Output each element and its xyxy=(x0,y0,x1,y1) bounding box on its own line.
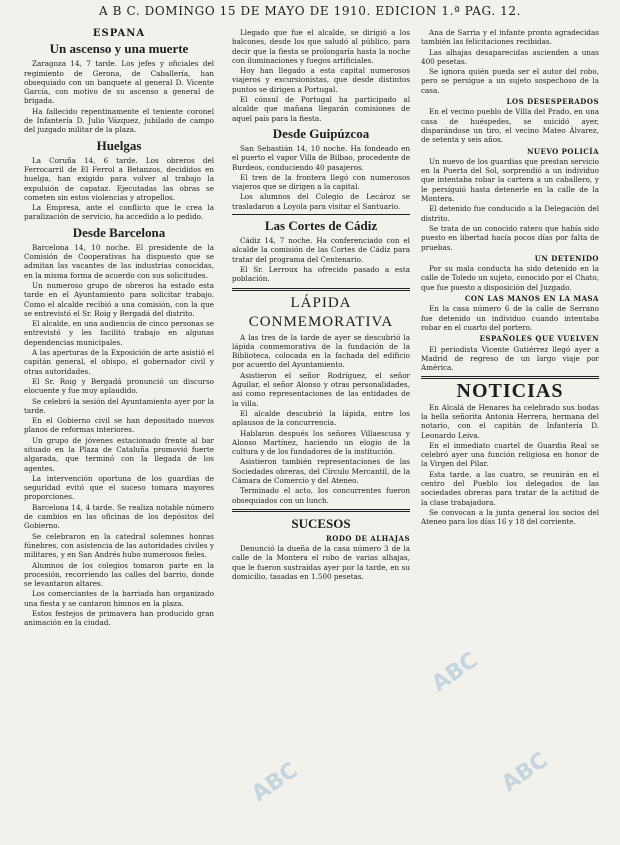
paragraph: El cónsul de Portugal ha participado al alcalde que mañana llegarán comisiones de aquel país para la fiesta. xyxy=(232,95,410,123)
paragraph: Terminado el acto, los concurrentes fueron obsequiados con un lunch. xyxy=(232,486,410,505)
subheading: CON LAS MANOS EN LA MASA xyxy=(464,294,599,304)
paragraph: Asistieron también representaciones de las Sociedades obreras, del Círculo Mercantil, de la Cámara de Comercio y del Ateneo. xyxy=(232,457,410,485)
watermark: ABC xyxy=(247,757,303,808)
section-title: ESPAÑA xyxy=(92,28,146,39)
paragraph: El alcalde, en una audiencia de cinco personas se entrevistó y les facilitó trabajo en algunas dependencias municipales. xyxy=(24,319,214,347)
paragraph: Las alhajas desaparecidas ascienden a unas 400 pesetas. xyxy=(421,47,599,66)
headline: LÁPIDA xyxy=(290,294,352,311)
paragraph: Se celebró la sesión del Ayuntamiento ayer por la tarde. xyxy=(24,396,214,415)
paragraph: Se trata de un conocido ratero que había sido puesto en libertad hacía pocos días por falta de pruebas. xyxy=(421,223,599,252)
paragraph: Un grupo de jóvenes estacionado frente al bar situado en la Plaza de Cataluña promovió fuerte algarada, que terminó con la llegada de los agentes. xyxy=(24,435,214,473)
headline: Desde Guipúzcoa xyxy=(272,125,370,141)
divider xyxy=(232,214,410,215)
paragraph: Los comerciantes de la barriada han organizado una fiesta y se cantaron himnos en la plaza. xyxy=(24,589,214,608)
paragraph: El alcalde descubrió la lápida, entre los aplausos de la concurrencia. xyxy=(232,408,410,428)
paragraph: Cádiz 14, 7 noche. Ha conferenciado con el alcalde la comisión de las Cortes de Cádiz para tratar del programa del Centenario. xyxy=(232,236,410,264)
paragraph: El Sr. Roig y Bergadá pronunció un discurso elocuente y fue muy aplaudido. xyxy=(24,376,214,396)
subheading: RODO DE ALHAJAS xyxy=(325,533,410,543)
paragraph: Alumnos de los colegios tomaron parte en la procesión, recorriendo las calles del barrio, donde se levantaron altares. xyxy=(24,560,214,589)
headline: Desde Barcelona xyxy=(72,224,166,240)
paragraph: La Coruña 14, 6 tarde. Los obreros del Ferrocarril de El Ferrol a Betanzos, decididos en huelga, han exigido para volver al trabajo la expulsión de capataz. Ejecutadas las obras se cometen sin estos violencias y atropellos. xyxy=(24,155,214,202)
paragraph: Se ignora quién pueda ser el autor del robo, pero se persigue a un sujeto sospechoso de la casa. xyxy=(421,67,599,95)
paragraph: Hoy han llegado a esta capital numerosos viajeros y excursionistas, que desde distintos puntos se dirigen a Portugal. xyxy=(232,66,410,94)
paragraph: Denunció la dueña de la casa número 3 de la calle de la Montera el robo de varias alhajas, que le fueron sustraídas ayer por la tarde, en su domicilio, tasadas en 1.500 pesetas. xyxy=(232,544,410,582)
headline: SUCESOS xyxy=(291,515,351,531)
column-3 xyxy=(421,28,599,840)
headline: CONMEMORATIVA xyxy=(248,313,394,330)
paragraph: Se convocan a la junta general los socios del Ateneo para los días 16 y 18 del corriente. xyxy=(421,507,599,527)
paragraph: En Alcalá de Henares ha celebrado sus bodas la bella señorita Antonia Herrera, hermana del notario, con el capitán de Infantería D. Leonardo Leiva. xyxy=(421,402,599,440)
paragraph: Barcelona 14, 10 noche. El presidente de la Comisión de Cooperativas ha dispuesto que se admitan las vacantes de las industrias conocidas, en la misma forma de acuerdo con sus solicitudes. xyxy=(24,242,214,280)
paragraph: Barcelona 14, 4 tarde. Se realiza notable número de cambios en las oficinas de los depósitos del Gobierno. xyxy=(24,502,214,531)
subheading: NUEVO POLICÍA xyxy=(526,146,599,156)
paragraph: Ana de Sarria y el infante pronto agradecidas también las felicitaciones recibidas. xyxy=(421,28,599,47)
watermark: ABC xyxy=(427,647,483,698)
paragraph: A las tres de la tarde de ayer se descubrió la lápida conmemorativa de la fundación de la Biblioteca, colocada en la fachada del edificio por acuerdo del Ayuntamiento. xyxy=(232,332,410,370)
paragraph: La intervención oportuna de los guardias de seguridad evitó que el suceso tomara mayores proporciones. xyxy=(24,473,214,502)
watermark: ABC xyxy=(497,747,553,798)
paragraph: Por su mala conducta ha sido detenido en la calle de Toledo un sujeto, conocido por el Chato, que fue puesto a disposición del Juzgado. xyxy=(421,264,599,292)
paragraph: Ha fallecido repentinamente el teniente coronel de Infantería D. Julio Vázquez, jubilado de campo del juzgado militar de la plaza. xyxy=(24,106,214,135)
column-2 xyxy=(232,28,410,840)
divider xyxy=(232,509,410,512)
paragraph: Hablaron después los señores Villaescusa y Alonso Martínez, haciendo un elogio de la cultura y de los fundadores de la institución. xyxy=(232,428,410,457)
paragraph: Los alumnos del Colegio de Lecároz se trasladaron a Loyola para visitar el Santuario. xyxy=(232,192,410,211)
paragraph: Se celebraron en la catedral solemnes honras fúnebres, con asistencia de las autoridades civiles y militares, y en San Andrés hubo numerosos fieles. xyxy=(24,531,214,560)
paragraph: Un numeroso grupo de obreros ha estado esta tarde en el Ayuntamiento para solicitar trabajo. Como el alcalde recibió a una comisión, con la que se entrevistó el Sr. Roig y Bergadá del distrito. xyxy=(24,280,214,318)
paragraph: El tren de la frontera llegó con numerosos viajeros que se dirigen a la capital. xyxy=(232,172,410,192)
column-1 xyxy=(24,28,214,840)
paragraph: En la casa número 6 de la calle de Serrano fue detenido un individuo cuando intentaba robar en el cuarto del portero. xyxy=(421,304,599,332)
subheading: ESPAÑOLES QUE VUELVEN xyxy=(479,334,599,344)
paragraph: Llegado que fue el alcalde, se dirigió a los balcones, desde los que saludó al público, para decir que la fiesta se prolongaría hasta la noche con iluminaciones y fuegos artificiales. xyxy=(232,28,410,65)
paragraph: A las aperturas de la Exposición de arte asistió el capitán general, el obispo, el gobernador civil y otras autoridades. xyxy=(24,348,214,376)
subheading: UN DETENIDO xyxy=(534,253,599,263)
paragraph: Asistieron el señor Rodríguez, el señor Aguilar, el señor Alonso y otras personalidades, así como representaciones de las entidades de la villa. xyxy=(232,370,410,408)
subheading: LOS DESESPERADOS xyxy=(506,97,599,107)
paragraph: En el Gobierno civil se han depositado nuevos planos de reformas interiores. xyxy=(24,416,214,435)
paragraph: Un nuevo de los guardias que prestan servicio en la Puerta del Sol, sorprendió a un individuo que intentaba robar la cartera a un caballero, y le persiguió hasta detenerle en la calle de la Montera. xyxy=(421,156,599,204)
masthead: A B C. DOMINGO 15 DE MAYO DE 1910. EDICION 1.ª PAG. 12. xyxy=(98,4,522,18)
paragraph: En el inmediato cuartel de Guardia Real se celebró ayer una función religiosa en honor de la Virgen del Pilar. xyxy=(421,440,599,469)
paragraph: La Empresa, ante el conflicto que le crea la paralización de servicio, ha accedido a lo pedido. xyxy=(24,203,214,222)
headline: Un ascenso y una muerte xyxy=(49,41,189,57)
section-title: NOTICIAS xyxy=(456,380,564,403)
headline: Las Cortes de Cádiz xyxy=(264,218,378,234)
divider xyxy=(421,376,599,379)
paragraph: El periodista Vicente Gutiérrez llegó ayer a Madrid de regreso de un largo viaje por América. xyxy=(421,344,599,373)
paragraph: Esta tarde, a las cuatro, se reunirán en el centro del Pueblo los delegados de las sociedades obreras para tratar de la actitud de la clase trabajadora. xyxy=(421,469,599,507)
divider xyxy=(232,288,410,291)
headline: Huelgas xyxy=(96,137,142,153)
paragraph: En el vecino pueblo de Villa del Prado, en una casa de huéspedes, se suicidó ayer, disparándose un tiro, el vecino Mateo Álvarez, de setenta y seis años. xyxy=(421,107,599,145)
paragraph: El detenido fue conducido a la Delegación del distrito. xyxy=(421,204,599,223)
paragraph: Estos festejos de primavera han producido gran animación en la ciudad. xyxy=(24,609,214,628)
paragraph: San Sebastián 14, 10 noche. Ha fondeado en el puerto el vapor Villa de Bilbao, procedente de Burdeos, conduciendo 40 pasajeros. xyxy=(232,143,410,172)
paragraph: El Sr. Lerroux ha ofrecido pasado a esta población. xyxy=(232,264,410,284)
paragraph: Zaragoza 14, 7 tarde. Los jefes y oficiales del regimiento de Gerona, de Caballería, han obsequiado con un banquete al general D. Vicente García, con motivo de su ascenso a general de brigada. xyxy=(24,59,214,106)
